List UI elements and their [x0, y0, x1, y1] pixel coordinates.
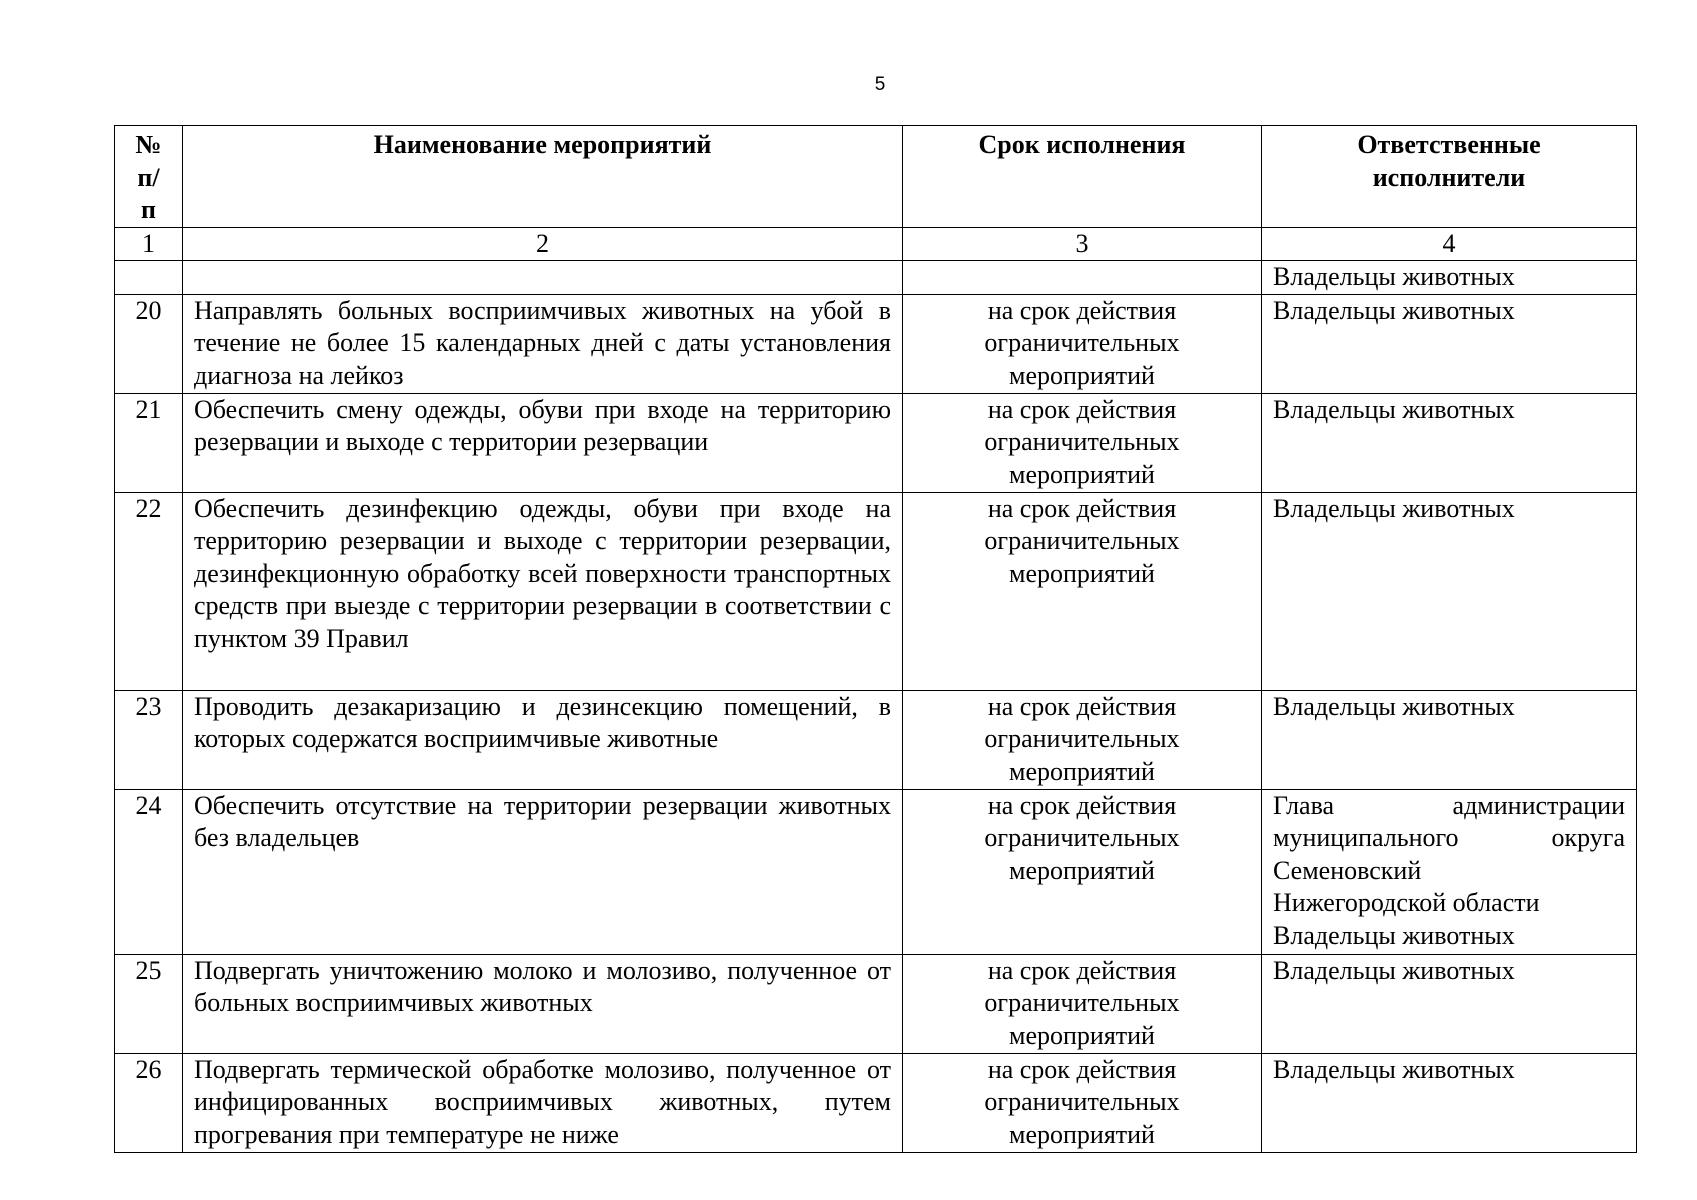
responsible-executors [1262, 954, 1637, 1053]
responsible-line: Нижегородской области [1273, 888, 1540, 917]
responsible-line: Семеновский [1273, 855, 1422, 885]
measure-name: Подвергать уничтожению молоко и молозиво, полученное от больных восприимчивых животных [183, 954, 903, 1053]
measure-term: на срок действия ограничительных мероприятий [903, 954, 1262, 1053]
table-row [115, 789, 1637, 954]
header-term: Срок исполнения [903, 126, 1262, 228]
responsible-line: Владельцы животных [1273, 691, 1515, 721]
measure-term [903, 261, 1262, 295]
column-index: 1 [115, 227, 183, 261]
measure-name: Обеспечить отсутствие на территории резервации животных без владельцев [183, 789, 903, 954]
measure-name: Направлять больных восприимчивых животных на убой в течение не более 15 календарных дней с даты установления диагноза на лейкоз [183, 294, 903, 393]
table-row [115, 294, 1637, 393]
table-row [115, 954, 1637, 1053]
responsible-executors: Владельцы животных [1262, 261, 1637, 295]
responsible-executors [1262, 1053, 1637, 1152]
responsible-executors [1262, 690, 1637, 789]
header-name: Наименование мероприятий [183, 126, 903, 228]
responsible-line: Владельцы животных [1273, 493, 1515, 523]
table-row [115, 690, 1637, 789]
responsible-line: Владельцы животных [1273, 394, 1515, 424]
responsible-executors [1262, 294, 1637, 393]
measure-term: на срок действия ограничительных мероприятий [903, 393, 1262, 492]
header-responsible: Ответственные исполнители [1262, 126, 1637, 228]
table-row [115, 393, 1637, 492]
row-number: 26 [115, 1053, 183, 1152]
responsible-executors [1262, 492, 1637, 690]
measure-term: на срок действия ограничительных мероприятий [903, 690, 1262, 789]
row-number: 24 [115, 789, 183, 954]
responsible-line: Владельцы животных [1273, 920, 1515, 950]
column-index: 3 [903, 227, 1262, 261]
row-number: 22 [115, 492, 183, 690]
measure-term: на срок действия ограничительных мероприятий [903, 789, 1262, 954]
header-row [115, 126, 1637, 228]
responsible-line: Глава администрации [1273, 790, 1625, 820]
responsible-line: муниципального округа [1273, 823, 1625, 852]
table-row [115, 1053, 1637, 1152]
measure-name: Подвергать термической обработке молозиво, полученное от инфицированных восприимчивых животных, путем прогревания при температуре не ниже [183, 1053, 903, 1152]
row-number: 23 [115, 690, 183, 789]
measure-term: на срок действия ограничительных мероприятий [903, 294, 1262, 393]
column-index: 2 [183, 227, 903, 261]
measure-name [183, 261, 903, 295]
column-index: 4 [1262, 227, 1637, 261]
responsible-line: Владельцы животных [1273, 1054, 1515, 1084]
measure-name: Обеспечить смену одежды, обуви при входе на территорию резервации и выходе с территории резервации [183, 393, 903, 492]
responsible-executors [1262, 789, 1637, 954]
header-num: № п/п [115, 126, 183, 228]
measure-term: на срок действия ограничительных мероприятий [903, 1053, 1262, 1152]
row-number [115, 261, 183, 295]
responsible-line: Владельцы животных [1273, 955, 1515, 985]
page-number: 5 [874, 74, 886, 95]
measures-table [114, 125, 1637, 1153]
column-index-row [115, 227, 1637, 261]
responsible-executors [1262, 393, 1637, 492]
responsible-line: Владельцы животных [1273, 295, 1515, 325]
row-number: 25 [115, 954, 183, 1053]
continuation-row [115, 261, 1637, 295]
row-number: 20 [115, 294, 183, 393]
measure-name: Проводить дезакаризацию и дезинсекцию помещений, в которых содержатся восприимчивые животные [183, 690, 903, 789]
measure-term: на срок действия ограничительных мероприятий [903, 492, 1262, 690]
table-row [115, 492, 1637, 690]
measure-name: Обеспечить дезинфекцию одежды, обуви при входе на территорию резервации и выходе с территории резервации, дезинфекционную обработку всей поверхности транспортных средств при выезде с территории резервации в соответствии с пунктом 39 Правил [183, 492, 903, 690]
row-number: 21 [115, 393, 183, 492]
